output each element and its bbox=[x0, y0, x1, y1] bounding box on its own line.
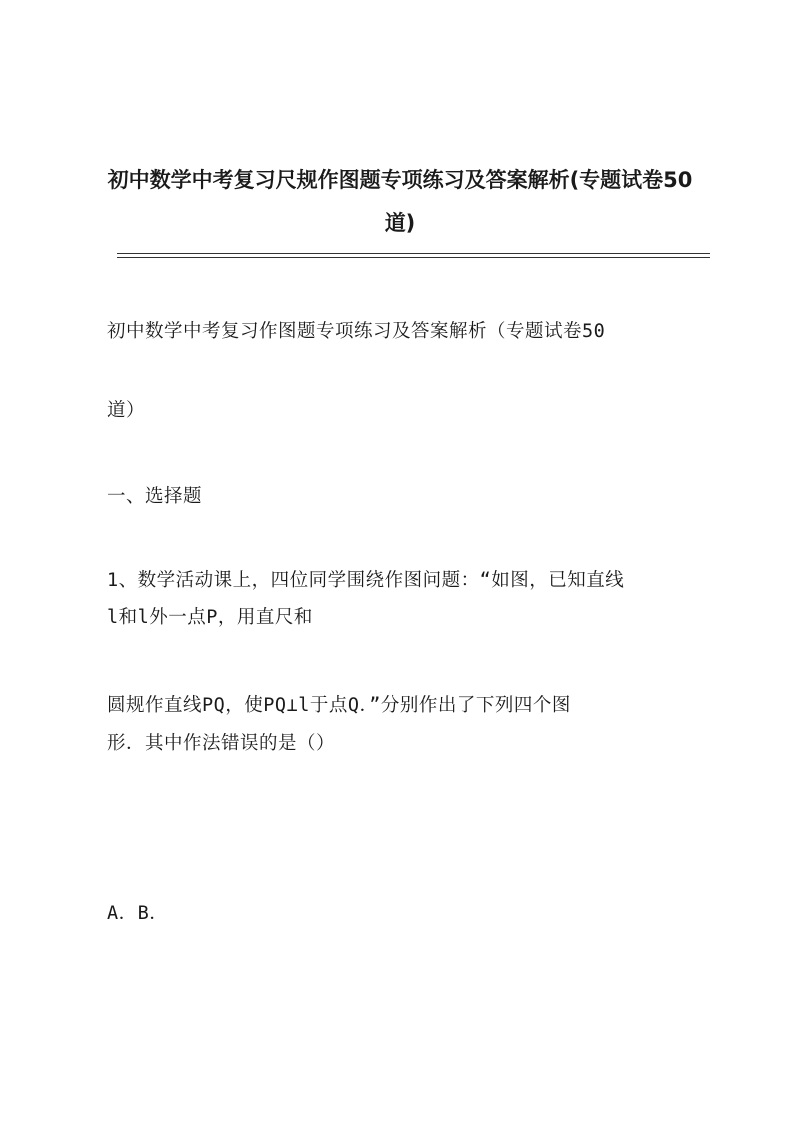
question-1-options: A．B． bbox=[107, 903, 169, 924]
question-1-text-continued: l和l外一点P，用直尺和 bbox=[107, 607, 313, 628]
subtitle-line: 初中数学中考复习作图题专项练习及答案解析（专题试卷50 bbox=[107, 321, 606, 342]
subtitle-line-continued: 道） bbox=[107, 400, 146, 421]
title-divider-bottom bbox=[117, 257, 710, 258]
question-1-text-continued: 形．其中作法错误的是（） bbox=[107, 733, 336, 754]
question-1-text-continued: 圆规作直线PQ，使PQ⊥l于点Q．”分别作出了下列四个图 bbox=[107, 695, 571, 716]
document-title-continued: 道) bbox=[384, 211, 416, 235]
question-1-text: 1、数学活动课上，四位同学围绕作图问题：“如图，已知直线 bbox=[107, 570, 625, 591]
document-title: 初中数学中考复习尺规作图题专项练习及答案解析(专题试卷50 bbox=[107, 168, 693, 192]
title-divider-top bbox=[117, 253, 710, 254]
section-heading: 一、选择题 bbox=[107, 486, 203, 507]
